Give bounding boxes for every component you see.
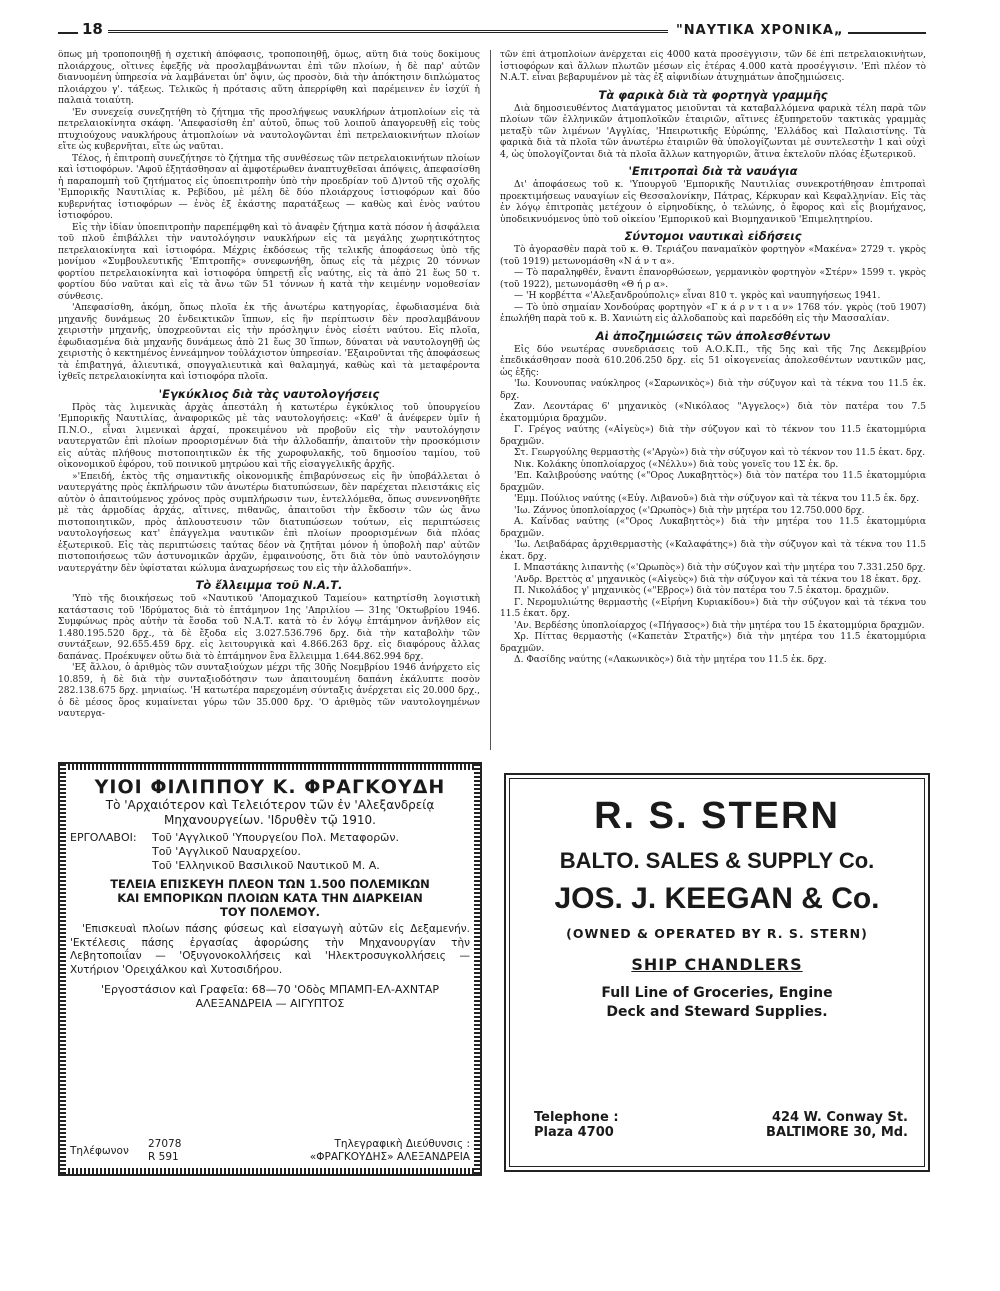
- tel-label: Τηλέφωνον: [70, 1144, 129, 1157]
- ad-address: ΑΛΕΞΑΝΔΡΕΙΑ — ΑΙΓΥΠΤΟΣ: [195, 997, 345, 1010]
- paragraph: τῶν ἐπὶ ἀτμοπλοίων ἀνέρχεται εἰς 4000 κατὰ προσέγγισιν, τῶν δὲ ἐπὶ πετρελαιοκινήτων, ἱστιοφόρων καὶ ἄλλων πλωτῶν μέσων εἰς ἑτέρας 4.000 κατὰ προσέγγισιν. 'Επὶ πλέον τὸ Ν.Α.Τ. εἶναι βεβαρυμένον μὲ τὰς ἐξ αἰφνιδίων ἀτυχημάτων ἀποζημιώσεις.: [500, 50, 926, 83]
- list-item: 'Ιω. Λειβαδάρας ἀρχιθερμαστὴς («Καλαφάτης») διὰ τὴν σύζυγον καὶ τὰ τέκνα του 11.5 ἐκατ. δρχ.: [500, 540, 926, 562]
- ad-stern-name: R. S. STERN: [594, 795, 840, 837]
- header-rule: [848, 32, 926, 34]
- paragraph: Διὰ δημοσιευθέντος Διατάγματος μειοῦνται τὰ καταβαλλόμενα φαρικὰ τέλη παρὰ τῶν πλοίων τῶν ἑλληνικῶν ἀτμοπλοϊκῶν ἑταιριῶν, αἵτινες ἐξυπηρετοῦν τακτικὰς γραμμὰς μεταξὺ τῶν λιμένων 'Αγγλίας, 'Ηπειρωτικῆς Εὐρώπης, 'Ελλάδος καὶ Παλαιστίνης. Τὰ φαρικὰ διὰ τὰ πλοῖα τῶν ἀνωτέρω ἑταιριῶν θὰ ὑπολογίζωνται μὲ συντελεστὴν 1 καὶ οὐχὶ 4, ὡς ὑπολογίζονται διὰ τὰ πλοῖα ἄλλων κατηγοριῶν, ἅτινα ἐκτελοῦν πλόας ἐξωτερικοῦ.: [500, 103, 926, 160]
- stern-tel-label: Telephone :: [534, 1110, 619, 1125]
- paragraph: 'Εξ ἄλλου, ὁ ἀριθμὸς τῶν συνταξιούχων μέχρι τῆς 30ῆς Νοεμβρίου 1946 ἀνήρχετο εἰς 10.859, ἡ δὲ διὰ τὴν συνταξιοδότησιν των ἀπαιτουμένη δαπάνη ἐκάλυπτε ποσὸν 282.138.675 δρχ. μηνιαίως. 'Η κατωτέρα παρεχομένη σύνταξις ἀνέρχεται εἰς 20.000 δρχ., ὁ δὲ μέσος ὅρος κυμαίνεται γύρω τῶν 35.000 δρχ. 'Ο ἀριθμὸς τῶν ναυτολογημένων ναυτεργα-: [58, 663, 480, 719]
- list-item: Ζαν. Λεοντάρας 6' μηχανικὸς («Νικόλαος "Αγγελος») διὰ τὸν πατέρα του 7.5 ἑκατομμύρια δραχμῶν.: [500, 402, 926, 424]
- paragraph: 'Υπὸ τῆς διοικήσεως τοῦ «Ναυτικοῦ 'Απομαχικοῦ Ταμείου» κατηρτίσθη λογιστικὴ κατάστασις τοῦ 'Ιδρύματος διὰ τὸ ἑπτάμηνον 1ης 'Απριλίου — 31ης 'Οκτωβρίου 1946. Συμφώνως πρὸς αὐτὴν τὰ ἔσοδα τοῦ Ν.Α.Τ. κατὰ τὸ ἐν λόγῳ ἑπτάμηνον ἀνῆλθον εἰς 1.480.195.520 δρχ., τὰ δὲ ἔξοδα εἰς 3.027.536.796 δρχ. διὰ τὴν καταβολὴν τῶν συντάξεων, 92.655.459 δρχ. εἰς λειτουργικὰ καὶ 4.866.263 δρχ. εἰς διαφόρους ἄλλας δαπάνας. Προέκυψεν οὕτω διὰ τὸ ἑπτάμηνον ἓνα ἔλλειμμα 1.644.862.994 δρχ.: [58, 594, 480, 662]
- ad-body: 'Επισκευαὶ πλοίων πάσης φύσεως καὶ εἰσαγωγὴ αὐτῶν εἰς Δεξαμενήν. 'Εκτέλεσις πάσης ἐργασίας ἀφορώσης τὴν Μηχανουργίαν τὴν Λεβητοποιΐαν — 'Οξυγονοκολλήσεις καὶ 'Ηλεκτροσυγκολλήσεις — Χυτήριον 'Ορειχάλκου καὶ Χυτοσιδήρου.: [70, 923, 470, 976]
- list-item: 'Ανδρ. Βρεττὸς α' μηχανικὸς («Αἰγεὺς») διὰ τὴν σύζυγον καὶ τὰ τέκνα του 18 ἑκατ. δρχ.: [514, 574, 922, 585]
- list-item: 'Επ. Καλιβρούσης ναύτης («"Ορος Λυκαβηττὸς») διὰ τὸν πατέρα του 11.5 ἑκατομμύρια δραχμῶν.: [500, 471, 926, 493]
- ad-border: [60, 764, 66, 1174]
- ad-border: [474, 764, 480, 1174]
- journal-title: "ΝΑΥΤΙΚΑ ΧΡΟΝΙΚΑ„: [676, 23, 844, 38]
- ad-tagline: Μηχανουργείων. 'Ιδρυθὲν τῷ 1910.: [164, 813, 376, 827]
- ad-caps-line: ΤΟΥ ΠΟΛΕΜΟΥ.: [219, 905, 321, 919]
- paragraph: Τὸ ἀγορασθὲν παρὰ τοῦ κ. Θ. Τεριάζου παναμαϊκὸν φορτηγὸν «Μακένα» 2729 τ. γκρὸς (τοῦ 1919) μετωνομάσθη «Ν ά ν τ α».: [500, 245, 926, 267]
- contractor-item: Τοῦ 'Ελληνικοῦ Βασιλικοῦ Ναυτικοῦ Μ. Α.: [152, 859, 380, 872]
- paragraph: Δι' ἀποφάσεως τοῦ κ. 'Υπουργοῦ 'Εμπορικῆς Ναυτιλίας συνεκροτήθησαν ἐπιτροπαὶ προεκτιμήσεως ναυαγίων εἰς Θεσσαλονίκην, Πάτρας, Κέρκυραν καὶ Κεφαλληνίαν. Εἰς τὰς ἐν λόγῳ ἐπιτροπὰς μετέχουν ὁ εἰρηνοδίκης, ὁ τελώνης, ὁ ἔφορος καὶ εἷς βιομήχανος, ὑποδεικνυόμενος ὑπὸ τοῦ οἰκείου 'Εμπορικοῦ καὶ Βιομηχανικοῦ 'Επιμελητηρίου.: [500, 180, 926, 225]
- section-heading: Τὰ φαρικὰ διὰ τὰ φορτηγὰ γραμμῆς: [598, 87, 828, 102]
- column-divider: [490, 50, 491, 750]
- ad-caps-line: ΚΑΙ ΕΜΠΟΡΙΚΩΝ ΠΛΟΙΩΝ ΚΑΤΑ ΤΗΝ ΔΙΑΡΚΕΙΑΝ: [117, 891, 423, 905]
- paragraph: — 'Η κορβέττα «'Αλεξανδρούπολις» εἶναι 810 τ. γκρὸς καὶ ναυπηγήσεως 1941.: [514, 291, 881, 301]
- cable-address: «ΦΡΑΓΚΟΥΔΗΣ» ΑΛΕΞΑΝΔΡΕΙΑ: [309, 1151, 470, 1163]
- list-item: 'Αν. Βερδέσης ὑποπλοίαρχος («Πήγασος») διὰ τὴν μητέρα του 15 ἑκατομμύρια δραχμῶν.: [514, 620, 925, 631]
- list-item: Ι. Μπαστάκης λιπαντὴς («'Ωρωπὸς») διὰ τὴν σύζυγον καὶ τὴν μητέρα του 7.331.250 δρχ.: [514, 563, 926, 573]
- list-item: Δ. Φασίδης ναύτης («Λακωνικὸς») διὰ τὴν μητέρα του 11.5 ἐκ. δρχ.: [514, 655, 827, 665]
- section-heading: 'Επιτροπαὶ διὰ τὰ ναυάγια: [628, 164, 798, 178]
- list-item: Γ. Γρέγος ναύτης («Αἰγεὺς») διὰ τὴν σύζυγον καὶ τὸ τέκνον του 11.5 ἑκατομμύρια δραχμῶν.: [500, 425, 926, 447]
- stern-tel: Plaza 4700: [534, 1125, 614, 1140]
- ad-stern-supplies: Full Line of Groceries, Engine: [601, 985, 833, 1001]
- ad-border: [60, 1168, 480, 1174]
- paragraph: — Τὸ παραληφθέν, ἔναντι ἐπανορθώσεων, γερμανικὸν φορτηγὸν «Στέρν» 1599 τ. γκρὸς (τοῦ 1922), μετωνομάσθη «Θ ή ρ α».: [500, 268, 926, 290]
- paragraph: 'Απεφασίσθη, ἀκόμη, ὅπως πλοῖα ἐκ τῆς ἀνωτέρω κατηγορίας, ἐφωδιασμένα διὰ μηχανῆς δυνάμεως 20 ἐνδεικτικῶν ἵππων, εἰς ἣν περίπτωσιν δὲν προσλαμβάνουν χειριστὴν μηχανῆς, ὑποχρεοῦνται εἰς τὴν πρόσληψιν ἑνὸς εἰσέτι ναύτου. Εἰς πλοῖα, ἐφωδιασμένα διὰ μηχανῆς δυνάμεως ἀπὸ 21 ἕως 30 ἵππων, δύναται νὰ ναυτολογηθῇ ὡς χειριστὴς ὁ κεκτημένος ἐννεάμηνον τοὐλάχιστον ὑπηρεσίαν. 'Εξαιροῦνται τῆς ἀποφάσεως τὰ ἐπιβατηγά, ἁλιευτικά, σπογγαλιευτικὰ καὶ θαλαμηγά, καθὼς καὶ τὰ μεταφέροντα ἰχθεῖς πετρελαιοκίνητα καὶ ἱστιοφόρα πλοῖα.: [58, 303, 480, 382]
- left-column: [58, 50, 480, 740]
- right-column: [500, 50, 926, 747]
- cable-label: Τηλεγραφικὴ Διεύθυνσις :: [334, 1138, 470, 1150]
- list-item: Χρ. Πίττας θερμαστὴς («Καπετὰν Στρατῆς») διὰ τὴν μητέρα του 11.5 ἑκατομμύρια δραχμῶν.: [500, 632, 926, 654]
- list-item: Α. Καΐνδας ναύτης («"Ορος Λυκαβηττὸς») διὰ τὴν μητέρα του 11.5 ἑκατομμύρια δραχμῶν.: [500, 517, 926, 539]
- advertisement-stern: [504, 773, 930, 1172]
- tel-number: R 591: [148, 1151, 179, 1163]
- paragraph: »'Επειδή, ἐκτὸς τῆς σημαντικῆς οἰκονομικῆς ἐπιβαρύνσεως εἰς ἣν ὑποβάλλεται ὁ ναυτεργάτης πρὸς ἐκπλήρωσιν τῶν ἀνωτέρω διατυπώσεων, δὲν παρέχεται πλειστάκις εἰς αὐτὸν ὁ ἀπαιτούμενος χρόνος πρὸς συμπλήρωσιν των, ἐντελλόμεθα, ὅπως συνεννοηθῆτε μὲ τὰς ἁρμοδίας ἀρχάς, αἵτινες, πιθανῶς, ἀπαιτοῦσι τὴν ἔκδοσιν τῶν ὡς ἄνω πιστοποιητικῶν, πρὸς ἀπλουστευσιν τῶν διατυπώσεων τούτων, εἰς περιπτώσεις ναυτολογήσεως κατ' ἐπάγγελμα ναυτικῶν ἐπὶ πλοίων προορισμένων διὰ πλόας ἐξωτερικοῦ. Εἰς τὰς περιπτώσεις ταύτας δέον νὰ ζητῆται μόνον ἡ ὑποβολὴ παρ' αὐτῶν πιστοποιήσεως τῶν ἀστυνομικῶν ἀρχῶν, ἐμφαινούσης, ὅτι διὰ τὸν ὑπὸ ναυτολόγησιν ναυτεργάτην δὲν ὑφίσταται κώλυμα ἀναχωρήσεως του εἰς τὴν ἀλλοδαπήν».: [58, 471, 480, 574]
- ad-border: [60, 764, 480, 770]
- contractors-label: ΕΡΓΟΛΑΒΟΙ:: [70, 831, 137, 844]
- ad-stern-line: JOS. J. KEEGAN & Co.: [554, 882, 880, 915]
- ad-telephone: [70, 1138, 470, 1164]
- paragraph: Εἰς δύο νεωτέρας συνεδριάσεις τοῦ Α.Ο.Κ.Π., τῆς 5ης καὶ τῆς 7ης Δεκεμβρίου ἐπεδικάσθησαν ποσὰ 610.206.250 δρχ. εἰς 51 οἰκογενείας ἀπολεσθέντων ναυτικῶν μας, ὡς ἑξῆς:: [500, 344, 926, 378]
- stern-address: BALTIMORE 30, Md.: [766, 1125, 908, 1140]
- paragraph: Πρὸς τὰς λιμενικὰς ἀρχὰς ἀπεστάλη ἡ κατωτέρω ἐγκύκλιος τοῦ ὑπουργείου 'Εμπορικῆς Ναυτιλίας, ἀναφορικῶς μὲ τὰς ναυτολογήσεις: «Καθ' ἃ ἀνέφερεν ὑμῖν ἡ Π.Ν.Ο., εἶναι λιμενικαὶ ἀρχαί, προκειμένου νὰ προβοῦν εἰς τὴν ναυτολόγησιν ναυτεργατῶν ἐπὶ πλοίων προορισμένων διὰ τὴν ἀλλοδαπήν, ἀπαιτοῦν τὴν προσκόμισιν εἰς αὐτὰς πλήθους πιστοποιητικῶν ἐκ τῆς χωροφυλακῆς, τοῦ δημοσίου ταμίου, τοῦ οἰκονομικοῦ ἐφόρου, τοῦ ποινικοῦ μητρώου καὶ τῆς εἰσαγγελικῆς ἀρχῆς.: [58, 402, 480, 470]
- ad-tagline: Τὸ 'Αρχαιότερον καὶ Τελειότερον τῶν ἐν 'Αλεξανδρείᾳ: [105, 798, 435, 812]
- ad-stern-footer: [534, 1110, 908, 1140]
- ad-stern-line: BALTO. SALES & SUPPLY Co.: [559, 848, 875, 873]
- newspaper-page: [58, 20, 926, 1265]
- advertisement-fragkoudis: [58, 762, 482, 1176]
- ad-contractors: [70, 831, 470, 873]
- tel-number: 27078: [148, 1138, 182, 1150]
- section-heading: Αἱ ἀποζημιώσεις τῶν ἀπολεσθέντων: [595, 328, 831, 343]
- paragraph: Τέλος, ἡ ἐπιτροπὴ συνεζήτησε τὸ ζήτημα τῆς συνθέσεως τῶν πετρελαιοκινήτων πλοίων καὶ ἱστιοφόρων. 'Αφοῦ ἐξητάσθησαν αἱ ἀμφοτέρωθεν ἀναπτυχθεῖσαι ἀπόψεις, ἀπεφασίσθη ἡ παραπομπὴ τοῦ ζητήματος εἰς ὑποεπιτροπὴν ὑπὸ τὴν προεδρίαν τοῦ Δ)ντοῦ τῆς σχολῆς 'Εμπορικῆς Ναυτιλίας κ. Ρεβίδου, μὲ μέλη δὲ δύο πλοιάρχους ἱστιοφόρων καὶ δύο κυβερνήτας ἱστιοφόρων — ἑνὸς ἐξ ἑκάστης παρατάξεως — καθὼς καὶ ἑνὸς ναύτου ἱστιοφόρου.: [58, 153, 480, 221]
- list-item: 'Εμμ. Πούλιος ναύτης («Εὐγ. Λιβανοῦ») διὰ τὴν σύζυγον καὶ τὰ τέκνα του 11.5 ἐκ. δρχ.: [514, 494, 920, 504]
- list-item: Στ. Γεωργούλης θερμαστὴς («'Αργὼ») διὰ τὴν σύζυγον καὶ τὸ τέκνον του 11.5 ἑκατ. δρχ.: [514, 448, 926, 458]
- header-rule: [58, 32, 78, 34]
- contractor-item: Τοῦ 'Αγγλικοῦ 'Υπουργείου Πολ. Μεταφορῶν.: [152, 831, 400, 844]
- section-heading: 'Εγκύκλιος διὰ τὰς ναυτολογήσεις: [158, 386, 380, 401]
- page-header: [58, 20, 926, 44]
- paragraph: 'Εν συνεχείᾳ συνεζητήθη τὸ ζήτημα τῆς προσλήψεως ναυκλήρων ἀτμοπλοίων εἰς τὰ πετρελαιοκίνητα σκάφη. 'Απεφασίσθη ἐπ' αὐτοῦ, ὅπως τοῦ λοιποῦ ἀπαγορευθῇ εἰς τοὺς πτυχιούχους ναυκλήρους ἀτμοπλοίων νὰ ναυτολογῶνται ἐπὶ πετρελαιοκινήτων πλοίων εἴτε ὡς κυβερνῆται, εἴτε ὡς ναῦται.: [58, 107, 480, 152]
- ad-stern-owned: (OWNED & OPERATED BY R. S. STERN): [566, 926, 868, 941]
- ad-address: 'Εργοστάσιον καὶ Γραφεῖα: 68—70 'Οδὸς ΜΠΑΜΠ-ΕΛ-ΑΧΝΤΑΡ: [100, 983, 439, 996]
- ad-stern-chandlers: SHIP CHANDLERS: [631, 955, 803, 974]
- list-item: 'Ιω. Κουνουπας ναύκληρος («Σαρωνικὸς») διὰ τὴν σύζυγον καὶ τὰ τέκνα του 11.5 ἐκ. δρχ.: [500, 379, 926, 401]
- stern-address: 424 W. Conway St.: [771, 1110, 908, 1125]
- list-item: 'Ιω. Ζάννος ὑποπλοίαρχος («'Ωρωπὸς») διὰ τὴν μητέρα του 12.750.000 δρχ.: [514, 505, 865, 516]
- section-heading: Τὸ ἔλλειμμα τοῦ Ν.Α.Τ.: [195, 578, 343, 592]
- ad-stern-supplies: Deck and Steward Supplies.: [606, 1004, 828, 1020]
- header-rule: [108, 30, 668, 33]
- list-item: Γ. Νερομυλιώτης θερμαστὴς («Εἰρήνη Κυριακίδου») διὰ τὴν σύζυγον καὶ τὰ τέκνα του 11.5 ἑκατ. δρχ.: [500, 597, 926, 619]
- ad-firm-name: ΥΙΟΙ ΦΙΛΙΠΠΟΥ Κ. ΦΡΑΓΚΟΥΔΗ: [94, 776, 446, 798]
- contractor-item: Τοῦ 'Αγγλικοῦ Ναυαρχείου.: [152, 845, 301, 858]
- paragraph: ὅπως μὴ τροποποιηθῇ ἡ σχετικὴ ἀπόφασις, τροποποιηθῇ, ὅμως, αὕτη διὰ τοὺς δοκίμους πλοιάρχους, οἵτινες ἐφεξῆς νὰ προσλαμβάνωνται ἐπὶ τῶν πλοίων, ἡ δὲ παρ' αὐτῶν διανυομένη ὑπηρεσία νὰ λαμβάνεται ὑπ' ὄψιν, ὡς προσὸν, διὰ τὴν ἀπόκτησιν διπλώματος πλοιάρχου γ'. τάξεως. Τελικῶς ἡ πρότασις αὕτη ἀπερρίφθη καὶ παρέμεινεν ἐν ἰσχύϊ ἡ παλαιὰ τοιαύτη.: [58, 50, 480, 106]
- paragraph: — Τὸ ὑπὸ σημαίαν Χονδούρας φορτηγὸν «Γ κ ά ρ ν τ ι α ν» 1768 τόν. γκρὸς (τοῦ 1907) ἐπωλήθη παρὰ τοῦ κ. Β. Χανιώτη εἰς ἀλλοδαποὺς καὶ παρεδόθη εἰς τὴν Μασσαλίαν.: [500, 302, 926, 324]
- list-item: Νικ. Κολάκης ὑποπλοίαρχος («Νέλλυ») διὰ τοὺς γονεῖς του 1Σ ἐκ. δρ.: [514, 459, 839, 470]
- page-number: 18: [82, 20, 103, 38]
- section-heading: Σύντομοι ναυτικαὶ εἰδήσεις: [624, 229, 802, 243]
- ad-caps-line: ΤΕΛΕΙΑ ΕΠΙΣΚΕΥΗ ΠΛΕΟΝ ΤΩΝ 1.500 ΠΟΛΕΜΙΚΩΝ: [110, 877, 430, 891]
- paragraph: Εἰς τὴν ἰδίαν ὑποεπιτροπὴν παρεπέμφθη καὶ τὸ ἀναφὲν ζήτημα κατὰ πόσον ἡ ἀσφάλεια τοῦ πλοῦ ἐπιβάλλει τὴν ναυτολόγησιν ναυκλήρων εἰς τὰ μεγάλης χωρητικότητος πετρελαιοκίνητα καὶ ἱστιοφόρα. Μέχρις ἐκδόσεως τῆς τελικῆς ἀποφάσεως ὑπὸ τῆς μονίμου «Συμβουλευτικῆς 'Επιτροπῆς» συνεφωνήθη, ὅπως εἰς τὰ μέχρις 20 τόννων φορτίου πετρελαιοκίνητα καὶ ἱστιοφόρα ὑπηρετῇ εἷς ναύτης, εἰς τὰ ἀπὸ 21 ἕως 50 τ. φορτίου δύο ναῦται καὶ εἰς τὰ ἄνω τῶν 51 τόννων ἡ κατὰ τὴν κειμένην νομοθεσίαν σύνθεσις.: [58, 222, 480, 302]
- list-item: Π. Νικολάδος γ' μηχανικὸς («"Εβρος») διὰ τὸν πατέρα του 7.5 ἑκατομ. δραχμῶν.: [514, 586, 890, 596]
